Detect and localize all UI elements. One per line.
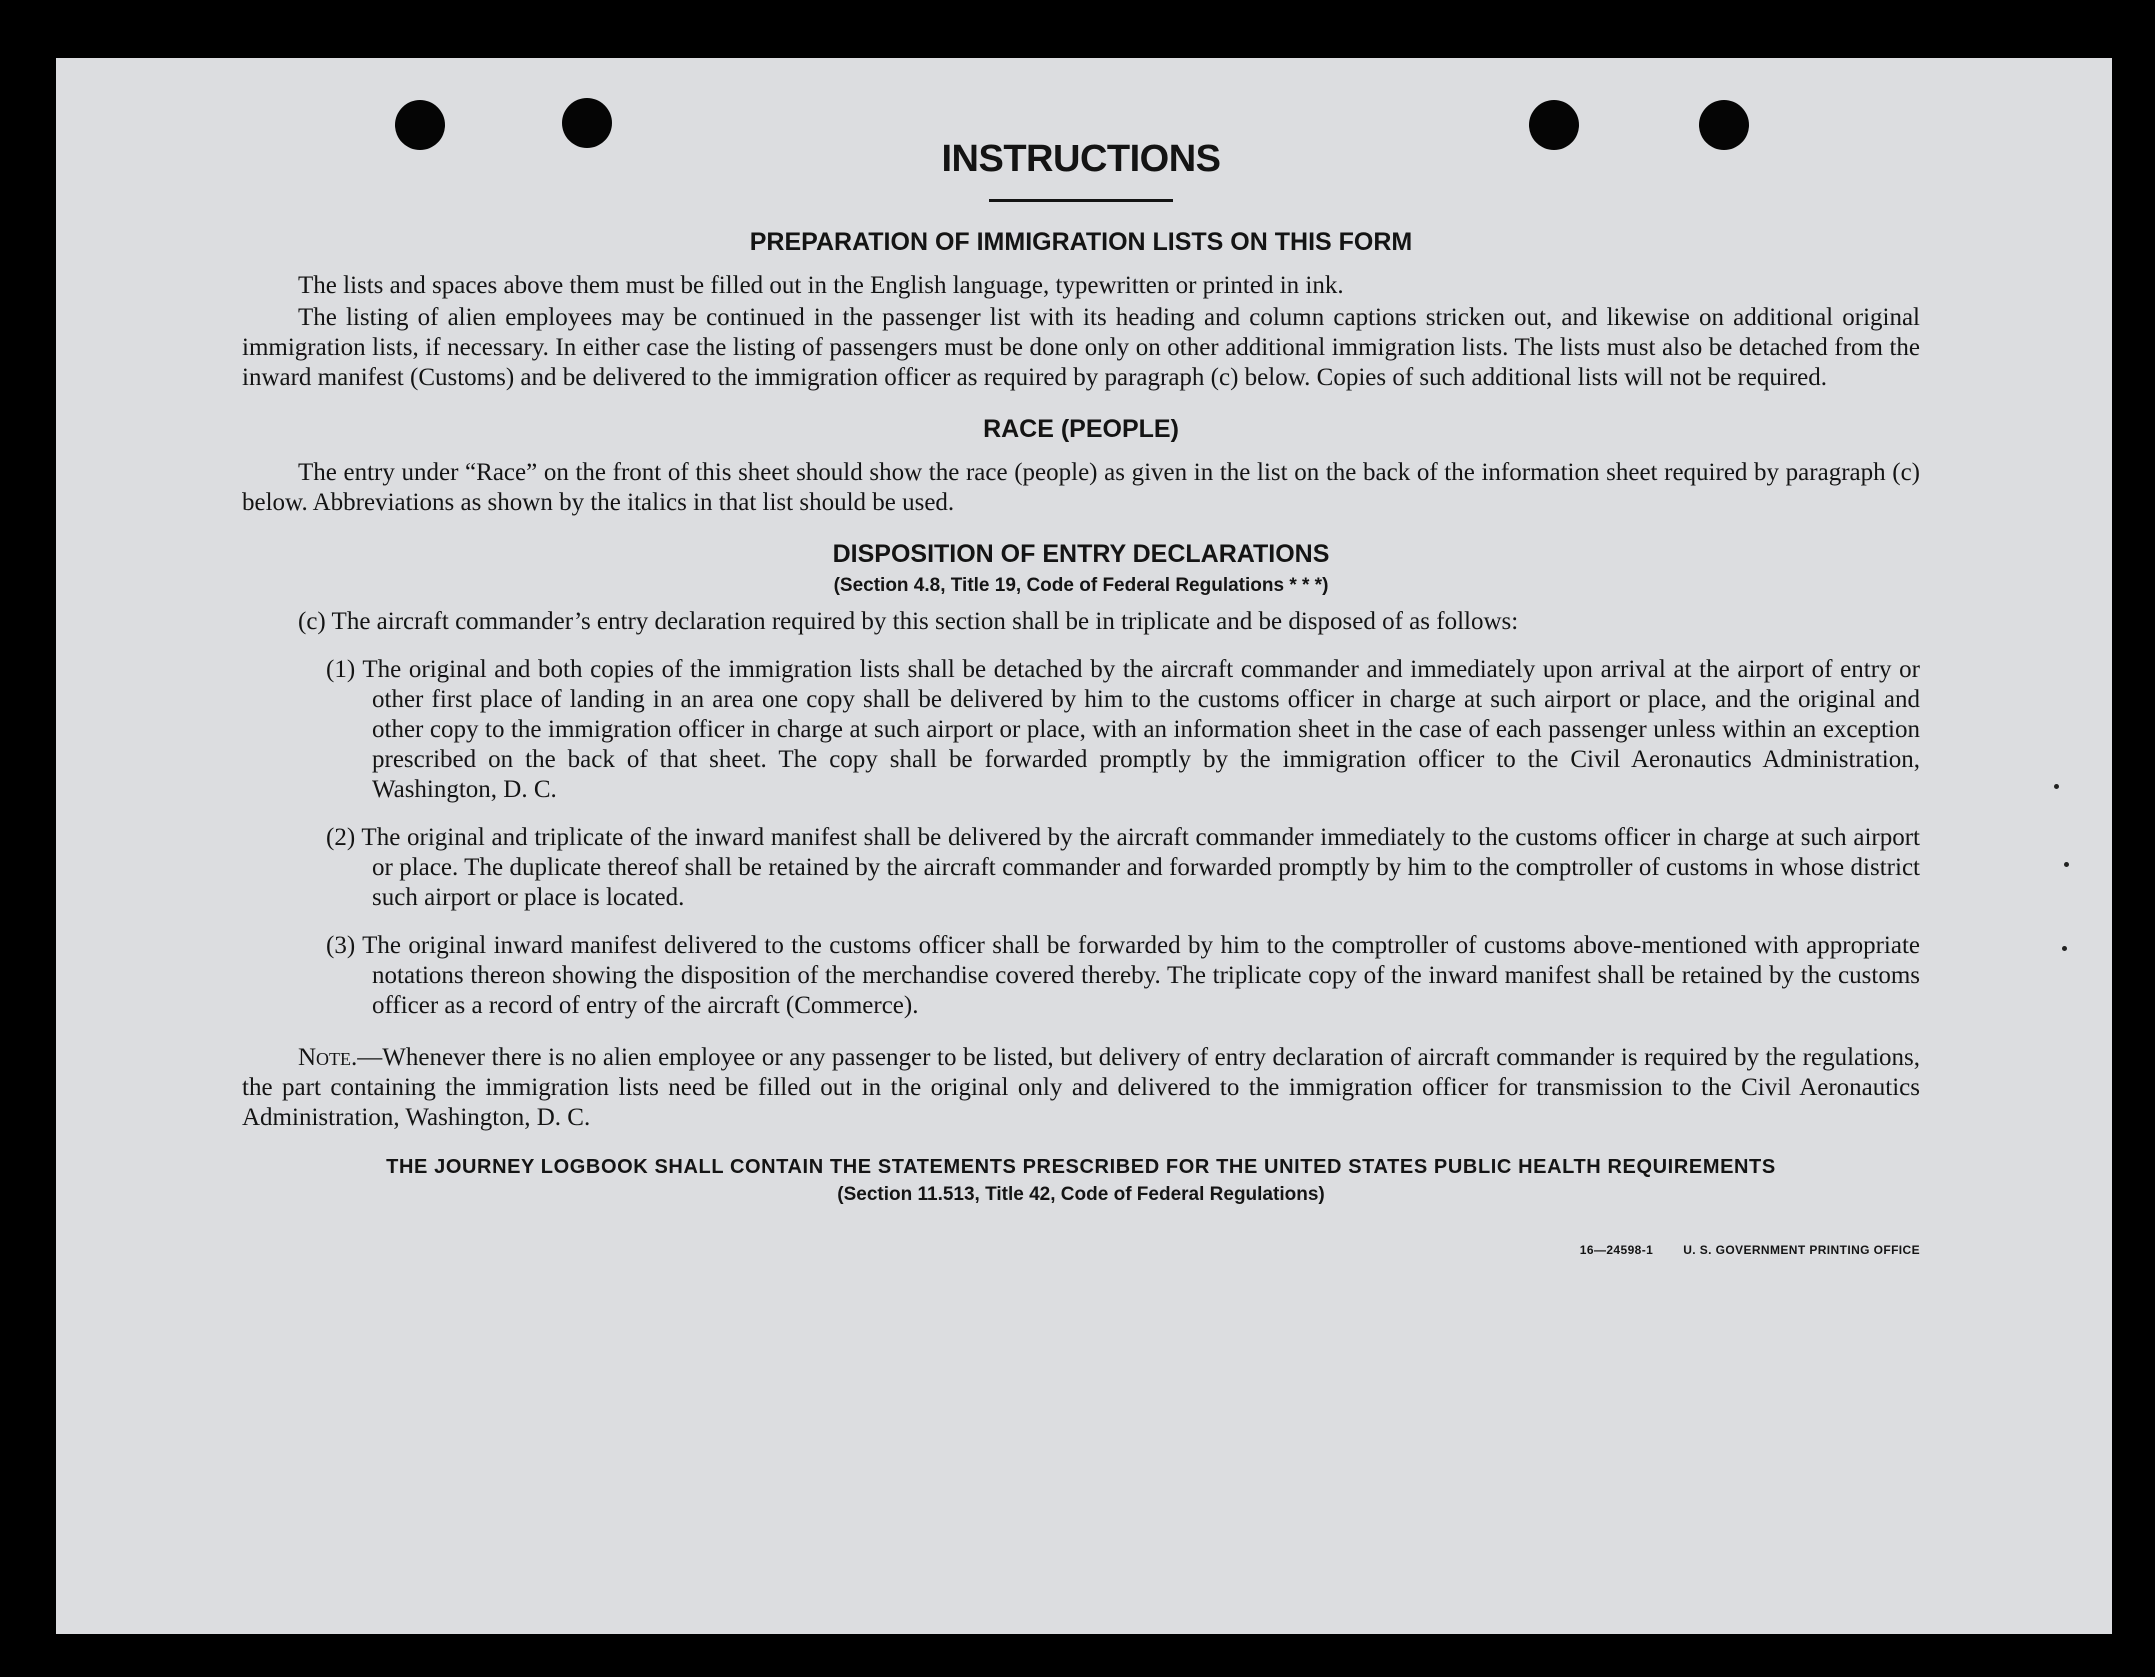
preparation-heading: PREPARATION OF IMMIGRATION LISTS ON THIS FORM [749,228,1413,256]
note-label: Note. [298,1044,358,1071]
instructions-content [242,138,1920,1263]
margin-mark [2054,784,2059,789]
race-paragraph: The entry under “Race” on the front of this sheet should show the race (people) as given in the list on the back of the information sheet required by paragraph (c) below. Abbreviations as shown by the italics in that list should be used. [242,459,1920,516]
race-heading: RACE (PEOPLE) [983,415,1179,443]
page-title: INSTRUCTIONS [941,138,1221,180]
document-page [56,58,2112,1634]
disposition-lead: (c) The aircraft commander’s entry declaration required by this section shall be in triplicate and be disposed of as follows: [298,608,1519,635]
health-requirements-statement: THE JOURNEY LOGBOOK SHALL CONTAIN THE STATEMENTS PRESCRIBED FOR THE UNITED STATES PUBLIC HEALTH REQUIREMENTS [386,1156,1776,1178]
disposition-item-1: (1) The original and both copies of the immigration lists shall be detached by the aircraft commander and immediately upon arrival at the airport of entry or other first place of landing in an area one copy shall be delivered by him to the customs officer in charge at such airport or place, and the original and other copy to the immigration officer in charge at such airport or place, with an information sheet in the case of each passenger unless within an exception prescribed on the back of that sheet. The copy shall be forwarded promptly by the immigration officer to the Civil Aeronautics Administration, Washington, D. C. [326,656,1920,803]
form-code: 16—24598-1 [1579,1243,1654,1257]
health-requirements-citation: (Section 11.513, Title 42, Code of Federal Regulations) [837,1184,1325,1205]
margin-mark [2064,862,2069,867]
note-paragraph [242,1043,1920,1133]
note-text: —Whenever there is no alien employee or any passenger to be listed, but delivery of entry declaration of aircraft commander is required by the regulations, the part containing the immigration lists need be filled out in the original only and delivered to the immigration officer for transmission to the Civil Aeronautics Administration, Washington, D. C. [242,1044,1920,1131]
disposition-item-3: (3) The original inward manifest delivered to the customs officer shall be forwarded by him to the comptroller of customs above-mentioned with appropriate notations thereon showing the disposition of the merchandise covered thereby. The triplicate copy of the inward manifest shall be retained by the customs officer as a record of entry of the aircraft (Commerce). [326,932,1920,1019]
margin-mark [2062,946,2067,951]
disposition-citation: (Section 4.8, Title 19, Code of Federal Regulations * * *) [833,575,1329,596]
preparation-paragraph-1: The lists and spaces above them must be filled out in the English language, typewritten or printed in ink. [298,272,1344,299]
disposition-heading: DISPOSITION OF ENTRY DECLARATIONS [832,540,1330,568]
printer-imprint-text [1580,1243,1920,1257]
preparation-paragraph-2: The listing of alien employees may be continued in the passenger list with its heading and column captions stricken out, and likewise on additional original immigration lists, if necessary. In either case the listing of passengers must be done only on other additional immigration lists. The lists must also be detached from the inward manifest (Customs) and be delivered to the immigration officer as required by paragraph (c) below. Copies of such additional lists will not be required. [242,304,1920,391]
disposition-item-2: (2) The original and triplicate of the inward manifest shall be delivered by the aircraft commander immediately to the customs officer in charge at such airport or place. The duplicate thereof shall be retained by the aircraft commander and forwarded promptly by him to the comptroller of customs in whose district such airport or place is located. [326,824,1920,911]
printer-name: U. S. GOVERNMENT PRINTING OFFICE [1683,1243,1920,1257]
printer-imprint [242,1243,1920,1263]
title-divider [989,199,1173,202]
